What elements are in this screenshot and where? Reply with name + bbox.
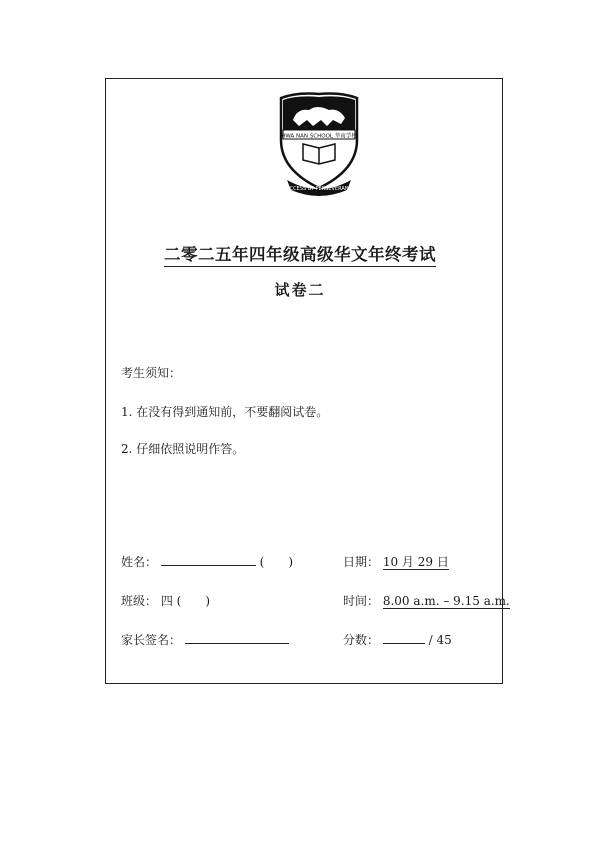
school-crest-logo bbox=[277, 90, 361, 198]
instructions-heading: 考生须知： bbox=[121, 366, 182, 380]
name-blank-line bbox=[161, 554, 256, 566]
time-field bbox=[343, 592, 510, 609]
class-value: 四 ( ) bbox=[160, 594, 211, 608]
class-label: 班级： bbox=[121, 594, 158, 608]
name-field[interactable] bbox=[121, 553, 293, 570]
date-value: 10 月 29 日 bbox=[382, 555, 449, 569]
exam-title: 二零二五年四年级高级华文年终考试 bbox=[0, 241, 600, 265]
time-value: 8.00 a.m. – 9.15 a.m. bbox=[382, 594, 510, 608]
score-total: / 45 bbox=[428, 633, 452, 647]
date-field bbox=[343, 553, 449, 570]
exam-subtitle: 试卷二 bbox=[274, 281, 326, 299]
parent-signature-label: 家长签名： bbox=[121, 633, 182, 647]
name-label: 姓名： bbox=[121, 555, 158, 569]
name-paren: ( ) bbox=[259, 555, 294, 569]
crest-name-text: HWA NAN SCHOOL 华南学校 bbox=[281, 133, 357, 140]
time-label: 时间： bbox=[343, 594, 380, 608]
class-field[interactable] bbox=[121, 592, 210, 609]
score-field[interactable] bbox=[343, 631, 452, 648]
parent-signature-field[interactable] bbox=[121, 631, 289, 648]
crest-motto-text: SUCCESS BY PERSEVERANCE bbox=[282, 186, 356, 192]
parent-signature-line bbox=[185, 632, 289, 644]
date-label: 日期： bbox=[343, 555, 380, 569]
instruction-item-2: 2. 仔细依照说明作答。 bbox=[121, 442, 245, 456]
score-label: 分数： bbox=[343, 633, 380, 647]
instruction-item-1: 1. 在没有得到通知前，不要翻阅试卷。 bbox=[121, 405, 329, 419]
score-blank-line bbox=[383, 632, 425, 644]
